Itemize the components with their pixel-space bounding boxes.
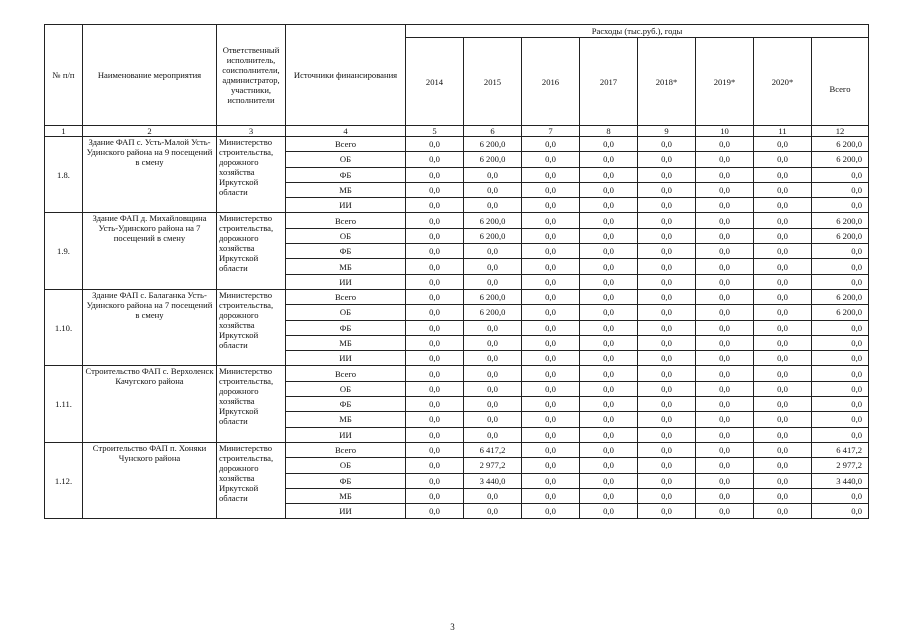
- year-value: 0,0: [696, 137, 754, 152]
- year-value: 0,0: [406, 488, 464, 503]
- year-value: 0,0: [464, 182, 522, 197]
- item-name: Строительство ФАП п. Хоняки Чунского района: [83, 442, 217, 518]
- year-value: 0,0: [580, 442, 638, 457]
- year-value: 0,0: [406, 305, 464, 320]
- year-value: 0,0: [580, 473, 638, 488]
- year-value: 0,0: [638, 473, 696, 488]
- year-value: 0,0: [580, 427, 638, 442]
- year-value: 0,0: [638, 351, 696, 366]
- year-value: 0,0: [754, 198, 812, 213]
- total-value: 0,0: [812, 412, 869, 427]
- year-value: 0,0: [522, 198, 580, 213]
- year-value: 0,0: [522, 305, 580, 320]
- year-value: 0,0: [696, 351, 754, 366]
- year-value: 0,0: [754, 213, 812, 228]
- total-value: 2 977,2: [812, 458, 869, 473]
- year-value: 0,0: [754, 244, 812, 259]
- year-value: 0,0: [638, 137, 696, 152]
- year-value: 0,0: [406, 182, 464, 197]
- year-value: 0,0: [754, 351, 812, 366]
- year-value: 0,0: [406, 152, 464, 167]
- header-year: 2018*: [638, 38, 696, 126]
- year-value: 0,0: [638, 274, 696, 289]
- year-value: 0,0: [638, 366, 696, 381]
- year-value: 0,0: [754, 488, 812, 503]
- year-value: 0,0: [754, 167, 812, 182]
- column-number: 11: [754, 126, 812, 137]
- year-value: 0,0: [580, 244, 638, 259]
- year-value: 0,0: [406, 397, 464, 412]
- year-value: 0,0: [580, 228, 638, 243]
- year-value: 2 977,2: [464, 458, 522, 473]
- item-number: 1.9.: [45, 213, 83, 289]
- year-value: 0,0: [522, 504, 580, 519]
- total-value: 0,0: [812, 259, 869, 274]
- year-value: 0,0: [522, 244, 580, 259]
- year-value: 0,0: [406, 381, 464, 396]
- year-value: 0,0: [406, 320, 464, 335]
- total-value: 0,0: [812, 244, 869, 259]
- funding-source: ОБ: [286, 381, 406, 396]
- year-value: 0,0: [580, 167, 638, 182]
- year-value: 0,0: [406, 137, 464, 152]
- column-number: 2: [83, 126, 217, 137]
- year-value: 0,0: [464, 335, 522, 350]
- year-value: 0,0: [638, 305, 696, 320]
- total-value: 6 200,0: [812, 137, 869, 152]
- year-value: 0,0: [406, 504, 464, 519]
- column-number: 4: [286, 126, 406, 137]
- year-value: 0,0: [754, 182, 812, 197]
- year-value: 0,0: [522, 397, 580, 412]
- year-value: 0,0: [406, 351, 464, 366]
- year-value: 0,0: [580, 289, 638, 304]
- item-name: Здание ФАП д. Михайловщина Усть-Удинского района на 7 посещений в смену: [83, 213, 217, 289]
- year-value: 0,0: [638, 442, 696, 457]
- year-value: 0,0: [754, 473, 812, 488]
- year-value: 0,0: [580, 504, 638, 519]
- year-value: 0,0: [522, 259, 580, 274]
- year-value: 0,0: [580, 198, 638, 213]
- table-row: [45, 137, 869, 152]
- funding-source: МБ: [286, 412, 406, 427]
- year-value: 0,0: [638, 228, 696, 243]
- funding-source: ОБ: [286, 305, 406, 320]
- funding-source: ФБ: [286, 167, 406, 182]
- item-responsible: Министерство строительства, дорожного хозяйства Иркутской области: [217, 442, 286, 518]
- funding-source: Всего: [286, 289, 406, 304]
- year-value: 0,0: [696, 152, 754, 167]
- year-value: 0,0: [754, 381, 812, 396]
- year-value: 0,0: [754, 366, 812, 381]
- year-value: 0,0: [580, 152, 638, 167]
- year-value: 0,0: [696, 244, 754, 259]
- column-number: 7: [522, 126, 580, 137]
- year-value: 0,0: [696, 259, 754, 274]
- year-value: 0,0: [464, 259, 522, 274]
- year-value: 0,0: [406, 259, 464, 274]
- funding-source: ФБ: [286, 397, 406, 412]
- year-value: 0,0: [464, 412, 522, 427]
- year-value: 0,0: [696, 427, 754, 442]
- total-value: 0,0: [812, 335, 869, 350]
- header-year: 2017: [580, 38, 638, 126]
- year-value: 0,0: [638, 397, 696, 412]
- total-value: 6 200,0: [812, 228, 869, 243]
- year-value: 0,0: [522, 274, 580, 289]
- year-value: 0,0: [696, 274, 754, 289]
- year-value: 0,0: [580, 320, 638, 335]
- year-value: 0,0: [638, 412, 696, 427]
- funding-source: ОБ: [286, 458, 406, 473]
- year-value: 0,0: [638, 213, 696, 228]
- year-value: 0,0: [464, 427, 522, 442]
- column-number: 12: [812, 126, 869, 137]
- column-number: 3: [217, 126, 286, 137]
- year-value: 0,0: [696, 397, 754, 412]
- funding-source: ИИ: [286, 427, 406, 442]
- header-row-top: [45, 25, 869, 38]
- year-value: 0,0: [638, 504, 696, 519]
- total-value: 6 200,0: [812, 152, 869, 167]
- funding-source: МБ: [286, 182, 406, 197]
- year-value: 0,0: [522, 182, 580, 197]
- year-value: 0,0: [580, 366, 638, 381]
- year-value: 3 440,0: [464, 473, 522, 488]
- header-responsible: Ответственный исполнитель, соисполнители, администратор, участники, исполнители: [217, 25, 286, 126]
- year-value: 0,0: [754, 397, 812, 412]
- year-value: 0,0: [580, 305, 638, 320]
- year-value: 0,0: [754, 504, 812, 519]
- year-value: 0,0: [696, 488, 754, 503]
- table-row: [45, 213, 869, 228]
- column-numbers-row: [45, 126, 869, 137]
- column-number: 6: [464, 126, 522, 137]
- year-value: 0,0: [638, 198, 696, 213]
- year-value: 0,0: [406, 335, 464, 350]
- total-value: 6 417,2: [812, 442, 869, 457]
- funding-source: ИИ: [286, 274, 406, 289]
- total-value: 6 200,0: [812, 289, 869, 304]
- total-value: 0,0: [812, 182, 869, 197]
- year-value: 0,0: [754, 458, 812, 473]
- item-responsible: Министерство строительства, дорожного хозяйства Иркутской области: [217, 137, 286, 213]
- funding-source: Всего: [286, 366, 406, 381]
- year-value: 0,0: [522, 320, 580, 335]
- year-value: 0,0: [522, 137, 580, 152]
- funding-source: МБ: [286, 488, 406, 503]
- item-name: Здание ФАП с. Усть-Малой Усть-Удинского района на 9 посещений в смену: [83, 137, 217, 213]
- year-value: 6 200,0: [464, 228, 522, 243]
- year-value: 0,0: [522, 335, 580, 350]
- year-value: 0,0: [580, 182, 638, 197]
- year-value: 0,0: [522, 473, 580, 488]
- item-responsible: Министерство строительства, дорожного хозяйства Иркутской области: [217, 213, 286, 289]
- year-value: 0,0: [638, 381, 696, 396]
- year-value: 0,0: [696, 182, 754, 197]
- funding-source: ФБ: [286, 473, 406, 488]
- year-value: 0,0: [406, 167, 464, 182]
- year-value: 0,0: [406, 366, 464, 381]
- year-value: 0,0: [464, 167, 522, 182]
- year-value: 0,0: [522, 458, 580, 473]
- year-value: 0,0: [696, 458, 754, 473]
- year-value: 0,0: [696, 213, 754, 228]
- total-value: 0,0: [812, 198, 869, 213]
- year-value: 0,0: [522, 351, 580, 366]
- year-value: 0,0: [406, 458, 464, 473]
- column-number: 10: [696, 126, 754, 137]
- year-value: 0,0: [754, 305, 812, 320]
- table-row: [45, 442, 869, 457]
- year-value: 0,0: [522, 412, 580, 427]
- funding-source: Всего: [286, 442, 406, 457]
- year-value: 0,0: [464, 274, 522, 289]
- item-number: 1.11.: [45, 366, 83, 442]
- total-value: 3 440,0: [812, 473, 869, 488]
- total-value: 0,0: [812, 397, 869, 412]
- item-number: 1.12.: [45, 442, 83, 518]
- year-value: 0,0: [406, 274, 464, 289]
- total-value: 6 200,0: [812, 305, 869, 320]
- total-value: 0,0: [812, 274, 869, 289]
- year-value: 0,0: [754, 442, 812, 457]
- year-value: 0,0: [754, 289, 812, 304]
- year-value: 0,0: [638, 427, 696, 442]
- total-value: 0,0: [812, 504, 869, 519]
- year-value: 0,0: [696, 335, 754, 350]
- year-value: 0,0: [696, 320, 754, 335]
- year-value: 0,0: [696, 198, 754, 213]
- item-responsible: Министерство строительства, дорожного хозяйства Иркутской области: [217, 289, 286, 365]
- year-value: 0,0: [638, 259, 696, 274]
- total-value: 0,0: [812, 167, 869, 182]
- column-number: 1: [45, 126, 83, 137]
- year-value: 6 200,0: [464, 137, 522, 152]
- funding-source: ОБ: [286, 228, 406, 243]
- item-name: Здание ФАП с. Балаганка Усть-Удинского района на 7 посещений в смену: [83, 289, 217, 365]
- header-sources: Источники финансирования: [286, 25, 406, 126]
- year-value: 0,0: [464, 198, 522, 213]
- year-value: 0,0: [464, 381, 522, 396]
- year-value: 0,0: [522, 213, 580, 228]
- funding-source: Всего: [286, 137, 406, 152]
- total-value: 0,0: [812, 351, 869, 366]
- funding-source: ФБ: [286, 244, 406, 259]
- page-number: 3: [450, 622, 455, 632]
- year-value: 0,0: [522, 427, 580, 442]
- year-value: 0,0: [580, 381, 638, 396]
- header-year: 2014: [406, 38, 464, 126]
- column-number: 9: [638, 126, 696, 137]
- year-value: 0,0: [638, 182, 696, 197]
- year-value: 0,0: [696, 473, 754, 488]
- year-value: 0,0: [754, 259, 812, 274]
- item-number: 1.8.: [45, 137, 83, 213]
- year-value: 0,0: [638, 152, 696, 167]
- year-value: 0,0: [406, 442, 464, 457]
- year-value: 0,0: [522, 366, 580, 381]
- year-value: 0,0: [464, 320, 522, 335]
- header-name: Наименование мероприятия: [83, 25, 217, 126]
- year-value: 0,0: [580, 488, 638, 503]
- year-value: 0,0: [464, 504, 522, 519]
- year-value: 0,0: [696, 228, 754, 243]
- year-value: 0,0: [754, 412, 812, 427]
- funding-source: Всего: [286, 213, 406, 228]
- year-value: 0,0: [754, 274, 812, 289]
- funding-source: МБ: [286, 335, 406, 350]
- total-value: 0,0: [812, 381, 869, 396]
- item-number: 1.10.: [45, 289, 83, 365]
- year-value: 0,0: [638, 458, 696, 473]
- year-value: 6 200,0: [464, 152, 522, 167]
- year-value: 0,0: [754, 228, 812, 243]
- year-value: 0,0: [580, 274, 638, 289]
- year-value: 0,0: [406, 412, 464, 427]
- year-value: 0,0: [406, 228, 464, 243]
- year-value: 0,0: [406, 213, 464, 228]
- item-responsible: Министерство строительства, дорожного хозяйства Иркутской области: [217, 366, 286, 442]
- year-value: 6 200,0: [464, 213, 522, 228]
- header-year: 2016: [522, 38, 580, 126]
- year-value: 0,0: [580, 335, 638, 350]
- total-value: 0,0: [812, 427, 869, 442]
- table-row: [45, 366, 869, 381]
- year-value: 0,0: [696, 305, 754, 320]
- year-value: 0,0: [522, 152, 580, 167]
- year-value: 0,0: [580, 351, 638, 366]
- year-value: 6 200,0: [464, 305, 522, 320]
- total-value: 0,0: [812, 488, 869, 503]
- year-value: 0,0: [580, 412, 638, 427]
- year-value: 0,0: [754, 152, 812, 167]
- year-value: 0,0: [754, 320, 812, 335]
- budget-table: [44, 24, 869, 519]
- year-value: 0,0: [754, 335, 812, 350]
- year-value: 0,0: [522, 289, 580, 304]
- header-expenses: Расходы (тыс.руб.), годы: [406, 25, 869, 38]
- year-value: 6 200,0: [464, 289, 522, 304]
- header-total: Всего: [812, 38, 869, 126]
- table-row: [45, 289, 869, 304]
- funding-source: ФБ: [286, 320, 406, 335]
- year-value: 0,0: [696, 504, 754, 519]
- year-value: 0,0: [696, 289, 754, 304]
- header-year: 2015: [464, 38, 522, 126]
- year-value: 0,0: [696, 412, 754, 427]
- year-value: 0,0: [754, 137, 812, 152]
- total-value: 0,0: [812, 366, 869, 381]
- header-num: № п/п: [45, 25, 83, 126]
- year-value: 0,0: [464, 366, 522, 381]
- year-value: 0,0: [464, 488, 522, 503]
- year-value: 6 417,2: [464, 442, 522, 457]
- year-value: 0,0: [638, 244, 696, 259]
- year-value: 0,0: [522, 442, 580, 457]
- year-value: 0,0: [638, 488, 696, 503]
- year-value: 0,0: [464, 244, 522, 259]
- year-value: 0,0: [638, 289, 696, 304]
- header-year: 2019*: [696, 38, 754, 126]
- total-value: 6 200,0: [812, 213, 869, 228]
- year-value: 0,0: [580, 213, 638, 228]
- year-value: 0,0: [464, 351, 522, 366]
- year-value: 0,0: [754, 427, 812, 442]
- year-value: 0,0: [406, 427, 464, 442]
- item-name: Строительство ФАП с. Верхоленск Качугского района: [83, 366, 217, 442]
- year-value: 0,0: [696, 381, 754, 396]
- column-number: 5: [406, 126, 464, 137]
- header-year: 2020*: [754, 38, 812, 126]
- year-value: 0,0: [406, 289, 464, 304]
- year-value: 0,0: [696, 167, 754, 182]
- funding-source: ИИ: [286, 504, 406, 519]
- year-value: 0,0: [522, 167, 580, 182]
- year-value: 0,0: [696, 366, 754, 381]
- year-value: 0,0: [580, 458, 638, 473]
- funding-source: ИИ: [286, 351, 406, 366]
- year-value: 0,0: [522, 488, 580, 503]
- year-value: 0,0: [580, 259, 638, 274]
- column-number: 8: [580, 126, 638, 137]
- year-value: 0,0: [406, 244, 464, 259]
- year-value: 0,0: [696, 442, 754, 457]
- year-value: 0,0: [638, 167, 696, 182]
- year-value: 0,0: [464, 397, 522, 412]
- total-value: 0,0: [812, 320, 869, 335]
- funding-source: МБ: [286, 259, 406, 274]
- year-value: 0,0: [580, 137, 638, 152]
- year-value: 0,0: [406, 198, 464, 213]
- year-value: 0,0: [638, 335, 696, 350]
- year-value: 0,0: [638, 320, 696, 335]
- funding-source: ОБ: [286, 152, 406, 167]
- funding-source: ИИ: [286, 198, 406, 213]
- year-value: 0,0: [406, 473, 464, 488]
- year-value: 0,0: [522, 381, 580, 396]
- year-value: 0,0: [522, 228, 580, 243]
- year-value: 0,0: [580, 397, 638, 412]
